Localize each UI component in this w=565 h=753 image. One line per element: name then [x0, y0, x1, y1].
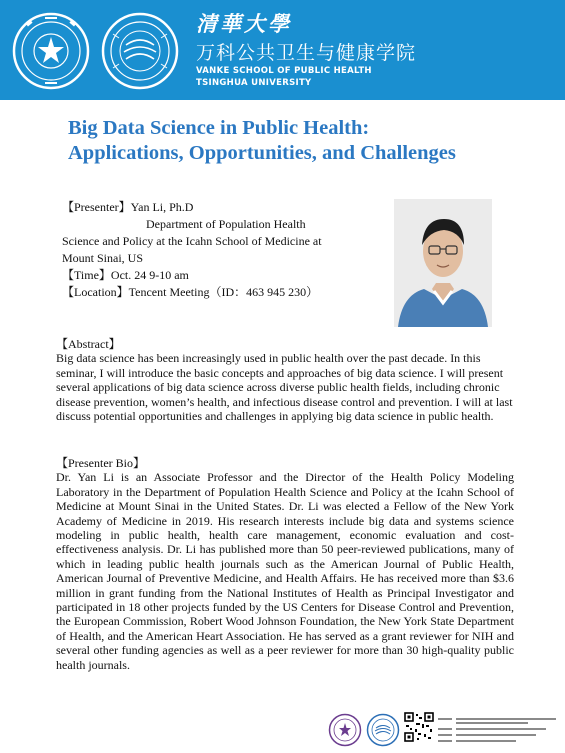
- affiliation-line-2: Science and Policy at the Icahn School of Medicine at: [62, 234, 322, 248]
- bio-body: Dr. Yan Li is an Associate Professor and the Director of the Health Policy Modeling Laboratory in the Department of Population Health Science and Policy at the Icahn School of Medicine at Mount Sinai in the United States. Dr. Li was elected a Fellow of the New York Academy of Medicine in 2019. His research interests include big data and systems science modeling in public health, health care management, economic evaluation and cost-effectiveness analysis. Dr. Li has published more than 50 peer-reviewed publications, many of which in leading public health journals such as the American Journal of Public Health, American Journal of Preventive Medicine, and Health Affairs. He has received more than $3.6 million in grant funding from the National Institutes of Health as Principal Investigator and participated in 18 other projects funded by the US Centers for Disease Control and Prevention, the European Commission, Robert Wood Johnson Foundation, the New York State Department of Health, and the American Heart Association. He has served as a grant reviewer for NIH and several other funding agencies as well as a peer reviewer for more than 30 high-quality public health journals.: [56, 470, 514, 672]
- tsinghua-seal-icon: [12, 12, 90, 90]
- affiliation-line-3: Mount Sinai, US: [62, 251, 144, 265]
- school-name-en: VANKE SCHOOL OF PUBLIC HEALTH: [196, 66, 372, 76]
- footer-contact-text: [438, 716, 564, 748]
- location-line: 【Location】Tencent Meeting（ID：463 945 230）: [62, 285, 319, 299]
- vanke-school-seal-icon: [101, 12, 179, 90]
- seminar-title: Big Data Science in Public Health: Applications, Opportunities, and Challenges: [68, 117, 456, 164]
- abstract-heading: 【Abstract】: [56, 337, 121, 351]
- affiliation-line-1: Department of Population Health: [146, 217, 306, 231]
- abstract-section: [56, 337, 514, 423]
- school-name-cn: 万科公共卫生与健康学院: [196, 42, 417, 64]
- vanke-seal-small-icon: [366, 713, 400, 747]
- header-banner: [0, 0, 565, 100]
- presenter-photo: [394, 199, 492, 327]
- tsinghua-seal-small-icon: [328, 713, 362, 747]
- abstract-body: Big data science has been increasingly used in public health over the past decade. In this seminar, I will introduce the basic concepts and approaches of big data science. I will present several applications of big data science across diverse public health fields, including chronic disease prevention, women’s health, and infectious disease control and prevention. I will at last discuss potential opportunities and challenges in applying big data science in public health.: [56, 351, 513, 424]
- university-name-cn: 清華大學: [196, 11, 292, 36]
- bio-section: [56, 456, 514, 672]
- university-name-en: TSINGHUA UNIVERSITY: [196, 78, 312, 88]
- qr-code-icon: [404, 712, 434, 742]
- presenter-line: 【Presenter】Yan Li, Ph.D: [62, 200, 194, 214]
- seminar-info: [62, 199, 382, 301]
- bio-heading: 【Presenter Bio】: [56, 456, 145, 470]
- time-line: 【Time】Oct. 24 9-10 am: [62, 268, 189, 282]
